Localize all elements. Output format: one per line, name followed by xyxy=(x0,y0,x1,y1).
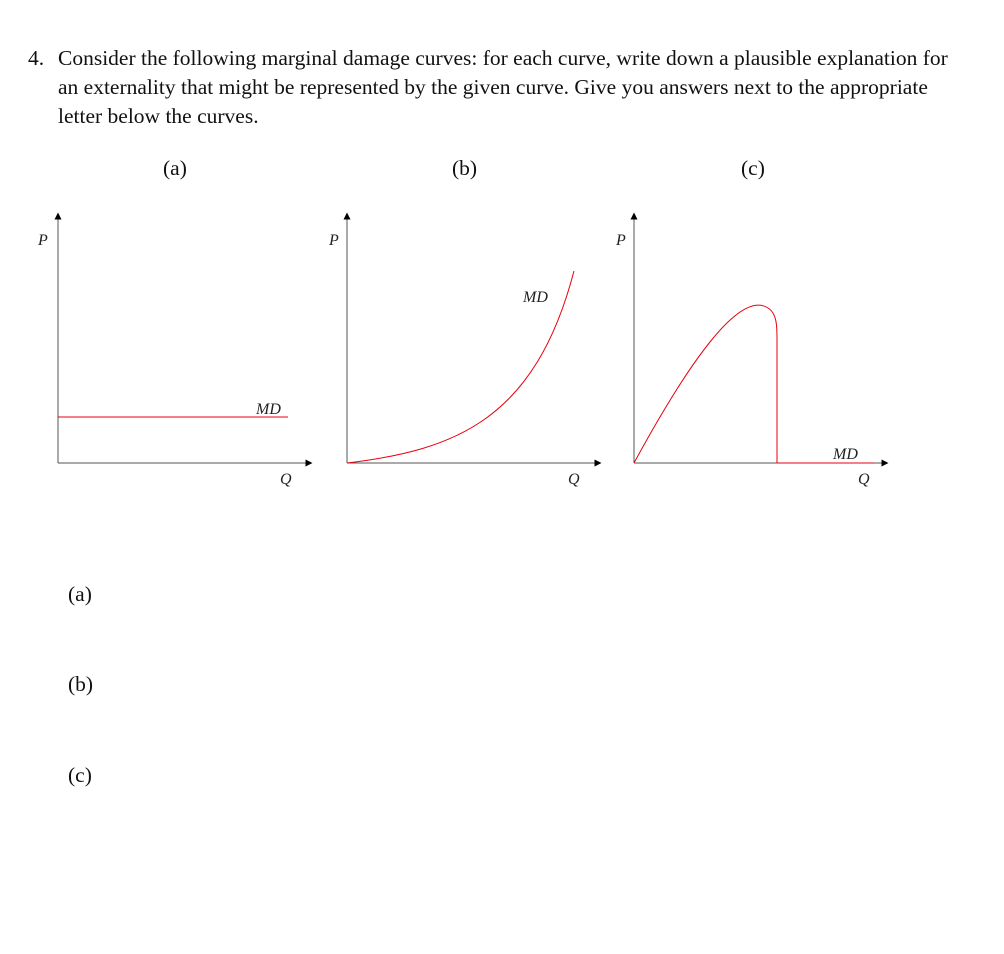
chart-a-y-label: P xyxy=(38,232,48,249)
chart-b-y-label: P xyxy=(329,232,339,249)
chart-b xyxy=(328,216,598,488)
chart-c-x-label: Q xyxy=(858,471,870,488)
chart-c-y-label: P xyxy=(616,232,626,249)
answer-a-label: (a) xyxy=(68,582,92,606)
chart-c xyxy=(615,216,885,488)
chart-a-x-label: Q xyxy=(280,471,292,488)
chart-c-md-curve xyxy=(634,305,874,463)
chart-b-md-label: MD xyxy=(523,289,548,306)
answer-c-label: (c) xyxy=(68,763,92,787)
panel-b-title: (b) xyxy=(452,156,478,180)
panel-c-title: (c) xyxy=(741,156,765,180)
answer-b-label: (b) xyxy=(68,672,94,696)
chart-c-md-label: MD xyxy=(833,446,858,463)
chart-a-md-label: MD xyxy=(256,401,281,418)
question-text: Consider the following marginal damage curves: for each curve, write down a plausible explanation for an externality that might be represented by the given curve. Give you answers next to the appropriate letter below the curves. xyxy=(58,46,948,128)
question-number: 4. xyxy=(28,46,45,70)
chart-b-x-label: Q xyxy=(568,471,580,488)
chart-a xyxy=(37,216,309,488)
panel-a-title: (a) xyxy=(163,156,187,180)
